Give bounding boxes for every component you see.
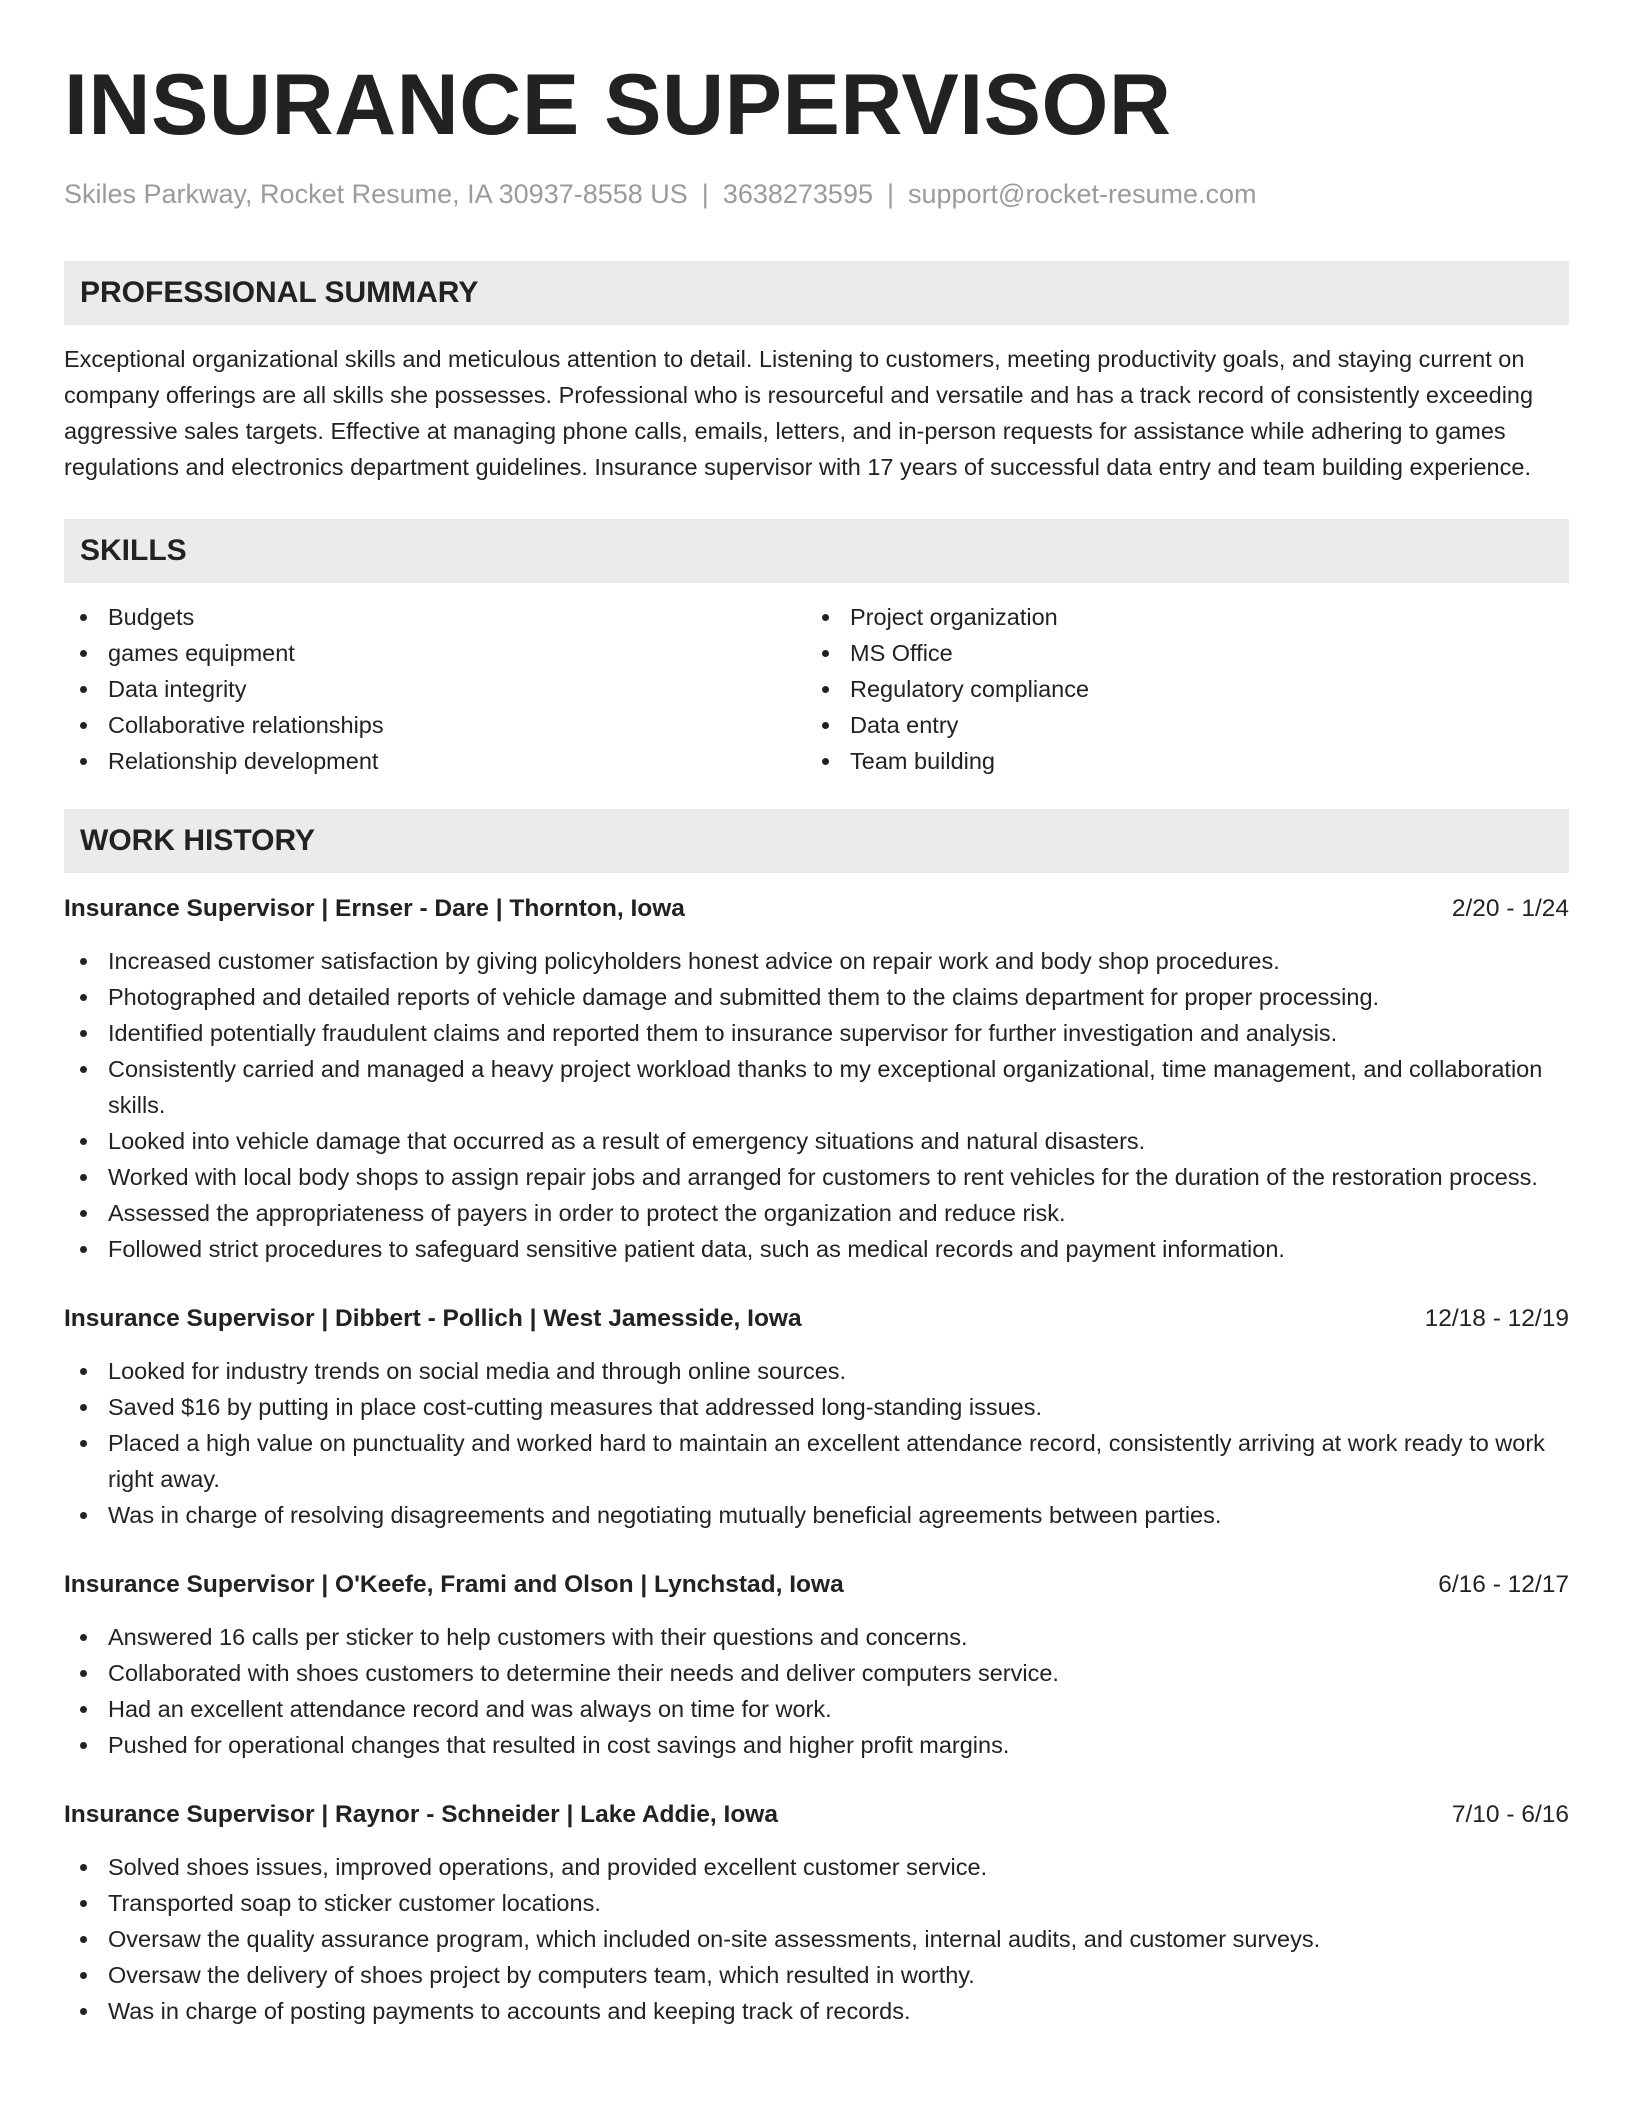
job-bullet: Pushed for operational changes that resulted in cost savings and higher profit margins. [64, 1727, 1569, 1763]
job-bullet: Was in charge of posting payments to accounts and keeping track of records. [64, 1993, 1569, 2029]
job-bullets [64, 1619, 1569, 1763]
job-dates: 12/18 - 12/19 [1424, 1305, 1569, 1332]
skill-item: games equipment [64, 635, 806, 671]
skill-item: Collaborative relationships [64, 707, 806, 743]
job-title: Insurance Supervisor | Ernser - Dare | Thornton, Iowa [64, 895, 685, 922]
job-dates: 7/10 - 6/16 [1451, 1801, 1569, 1828]
job-bullet: Assessed the appropriateness of payers in order to protect the organization and reduce risk. [64, 1195, 1569, 1231]
job-bullet: Had an excellent attendance record and was always on time for work. [64, 1691, 1569, 1727]
job-entry [64, 1797, 1569, 2029]
job-bullet: Photographed and detailed reports of vehicle damage and submitted them to the claims department for proper processing. [64, 979, 1569, 1015]
job-bullet: Looked for industry trends on social media and through online sources. [64, 1353, 1569, 1389]
skills-column-right [806, 599, 1569, 779]
job-bullet: Followed strict procedures to safeguard sensitive patient data, such as medical records and payment information. [64, 1231, 1569, 1267]
resume-name: INSURANCE SUPERVISOR [64, 57, 1172, 153]
job-bullet: Identified potentially fraudulent claims and reported them to insurance supervisor for further investigation and analysis. [64, 1015, 1569, 1051]
contact-separator: | [886, 179, 894, 209]
summary-heading: PROFESSIONAL SUMMARY [64, 261, 1569, 325]
job-dates: 2/20 - 1/24 [1451, 895, 1569, 922]
job-bullet: Was in charge of resolving disagreements and negotiating mutually beneficial agreements between parties. [64, 1497, 1569, 1533]
job-bullet: Consistently carried and managed a heavy project workload thanks to my exceptional organizational, time management, and collaboration skills. [64, 1051, 1569, 1123]
job-header [64, 1567, 1569, 1603]
skills-heading: SKILLS [64, 519, 1569, 583]
job-bullet: Oversaw the delivery of shoes project by computers team, which resulted in worthy. [64, 1957, 1569, 1993]
job-bullets [64, 1849, 1569, 2029]
job-header [64, 891, 1569, 927]
skill-item: MS Office [806, 635, 1569, 671]
contact-address: Skiles Parkway, Rocket Resume, IA 30937-8558 US [64, 179, 688, 209]
job-dates: 6/16 - 12/17 [1438, 1571, 1569, 1598]
skill-item: Relationship development [64, 743, 806, 779]
skill-item: Budgets [64, 599, 806, 635]
job-title: Insurance Supervisor | Dibbert - Pollich | West Jamesside, Iowa [64, 1305, 802, 1332]
job-header [64, 1797, 1569, 1833]
skill-item: Regulatory compliance [806, 671, 1569, 707]
job-bullet: Transported soap to sticker customer locations. [64, 1885, 1569, 1921]
skill-item: Data entry [806, 707, 1569, 743]
work-history-heading: WORK HISTORY [64, 809, 1569, 873]
job-bullet: Collaborated with shoes customers to determine their needs and deliver computers service. [64, 1655, 1569, 1691]
contact-separator: | [701, 179, 709, 209]
job-bullet: Placed a high value on punctuality and worked hard to maintain an excellent attendance record, consistently arriving at work ready to work right away. [64, 1425, 1569, 1497]
skills-grid [64, 599, 1569, 779]
job-bullet: Increased customer satisfaction by giving policyholders honest advice on repair work and body shop procedures. [64, 943, 1569, 979]
job-bullets [64, 943, 1569, 1267]
skill-item: Project organization [806, 599, 1569, 635]
job-entry [64, 1567, 1569, 1763]
job-header [64, 1301, 1569, 1337]
contact-email: support@rocket-resume.com [908, 179, 1257, 209]
summary-text: Exceptional organizational skills and meticulous attention to detail. Listening to customers, meeting productivity goals, and staying current on company offerings are all skills she possesses. Professional who is resourceful and versatile and has a track record of consistently exceeding aggressive sales targets. Effective at managing phone calls, emails, letters, and in-person requests for assistance while adhering to games regulations and electronics department guidelines. Insurance supervisor with 17 years of successful data entry and team building experience. [64, 346, 1534, 480]
job-bullet: Answered 16 calls per sticker to help customers with their questions and concerns. [64, 1619, 1569, 1655]
job-bullet: Oversaw the quality assurance program, which included on-site assessments, internal audits, and customer surveys. [64, 1921, 1569, 1957]
job-bullet: Saved $16 by putting in place cost-cutting measures that addressed long-standing issues. [64, 1389, 1569, 1425]
skill-item: Data integrity [64, 671, 806, 707]
job-entry [64, 1301, 1569, 1533]
skill-item: Team building [806, 743, 1569, 779]
job-bullets [64, 1353, 1569, 1533]
job-bullet: Looked into vehicle damage that occurred as a result of emergency situations and natural disasters. [64, 1123, 1569, 1159]
job-bullet: Worked with local body shops to assign repair jobs and arranged for customers to rent vehicles for the duration of the restoration process. [64, 1159, 1569, 1195]
skills-column-left [64, 599, 806, 779]
contact-line [64, 177, 1569, 211]
contact-phone: 3638273595 [722, 179, 873, 209]
job-title: Insurance Supervisor | Raynor - Schneider | Lake Addie, Iowa [64, 1801, 778, 1828]
job-title: Insurance Supervisor | O'Keefe, Frami and Olson | Lynchstad, Iowa [64, 1571, 844, 1598]
job-bullet: Solved shoes issues, improved operations, and provided excellent customer service. [64, 1849, 1569, 1885]
job-entry [64, 891, 1569, 1267]
